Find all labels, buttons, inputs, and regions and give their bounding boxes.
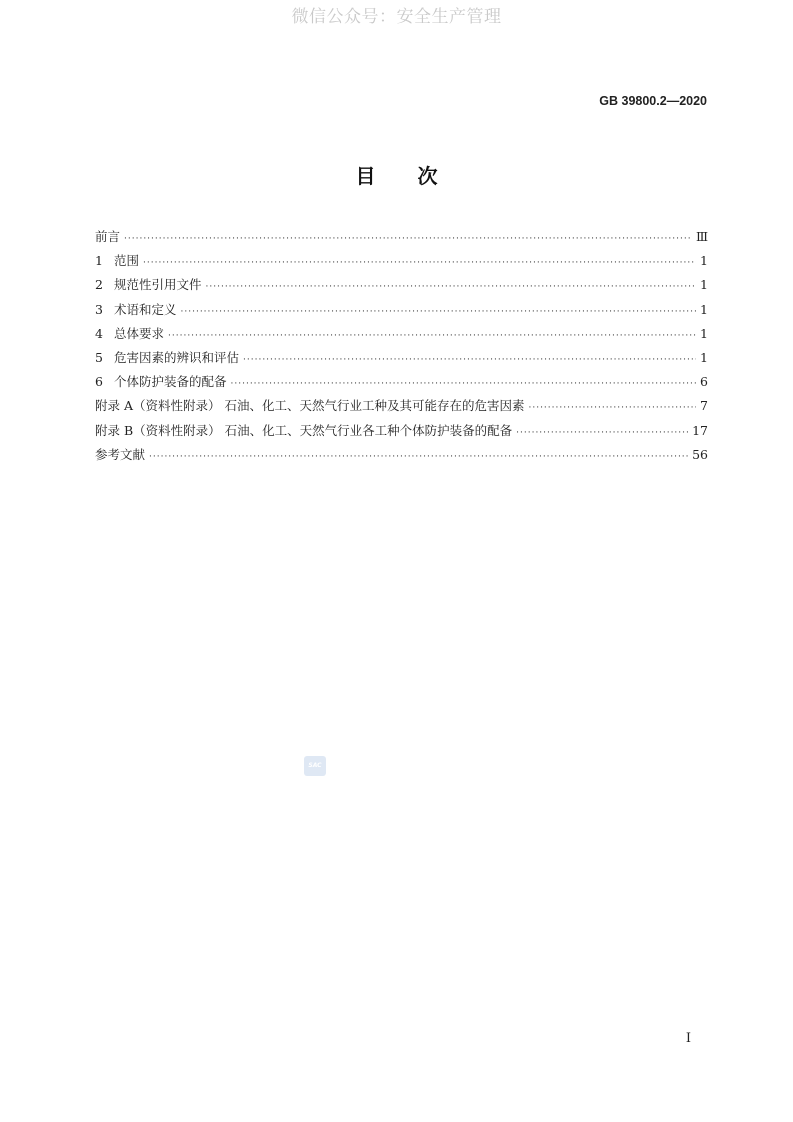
- toc-page: 56: [692, 446, 708, 462]
- toc-page: 7: [700, 398, 708, 414]
- toc-leader: [231, 375, 697, 393]
- toc-number: 1: [95, 253, 103, 269]
- toc-number: 4: [95, 325, 103, 341]
- toc-page: 17: [692, 422, 708, 438]
- toc-entry-foreword[interactable]: [95, 228, 708, 252]
- toc-entry-bibliography[interactable]: [95, 446, 708, 470]
- page-title: 目次: [355, 164, 480, 188]
- toc-leader: [181, 303, 697, 321]
- table-of-contents: [95, 228, 708, 470]
- toc-page: 6: [700, 374, 708, 390]
- toc-entry-appendix-b[interactable]: [95, 422, 708, 446]
- toc-entry-scope[interactable]: [95, 252, 708, 276]
- toc-page: 1: [700, 349, 708, 365]
- toc-number: 5: [95, 349, 103, 365]
- toc-entry-appendix-a[interactable]: [95, 397, 708, 421]
- sac-logo-icon: SAC: [304, 756, 326, 776]
- toc-label: 附录 B（资料性附录） 石油、化工、天然气行业各工种个体防护装备的配备: [95, 422, 513, 438]
- toc-leader: [168, 327, 696, 345]
- toc-number: 3: [95, 301, 103, 317]
- toc-label: 总体要求: [114, 325, 165, 341]
- toc-number: 2: [95, 277, 103, 293]
- toc-leader: [149, 448, 688, 466]
- standard-code: GB 39800.2—2020: [599, 94, 707, 108]
- toc-leader: [516, 424, 688, 442]
- toc-leader: [528, 399, 696, 417]
- toc-entry-ppe-provision[interactable]: [95, 373, 708, 397]
- toc-label: 范围: [114, 253, 140, 269]
- toc-label: 前言: [95, 229, 121, 244]
- toc-number: 6: [95, 374, 103, 390]
- toc-page: 1: [700, 253, 708, 269]
- toc-entry-normative-references[interactable]: [95, 276, 708, 300]
- toc-label: 附录 A（资料性附录） 石油、化工、天然气行业工种及其可能存在的危害因素: [95, 398, 525, 414]
- toc-page: 1: [700, 301, 708, 317]
- toc-entry-terms-definitions[interactable]: [95, 301, 708, 325]
- watermark: 微信公众号：安全生产管理: [291, 7, 502, 27]
- toc-leader: [206, 278, 697, 296]
- toc-label: 术语和定义: [114, 301, 177, 317]
- toc-label: 规范性引用文件: [114, 277, 202, 293]
- toc-entry-hazard-identification[interactable]: [95, 349, 708, 373]
- toc-entry-general-requirements[interactable]: [95, 325, 708, 349]
- toc-leader: [243, 351, 696, 369]
- toc-page: 1: [700, 325, 708, 341]
- toc-label: 危害因素的辨识和评估: [114, 349, 240, 365]
- page-number: I: [685, 1031, 691, 1046]
- toc-label: 个体防护装备的配备: [114, 374, 227, 390]
- toc-page: Ⅲ: [695, 229, 708, 244]
- toc-label: 参考文献: [95, 446, 146, 462]
- toc-leader: [124, 230, 692, 248]
- toc-page: 1: [700, 277, 708, 293]
- toc-leader: [143, 254, 696, 272]
